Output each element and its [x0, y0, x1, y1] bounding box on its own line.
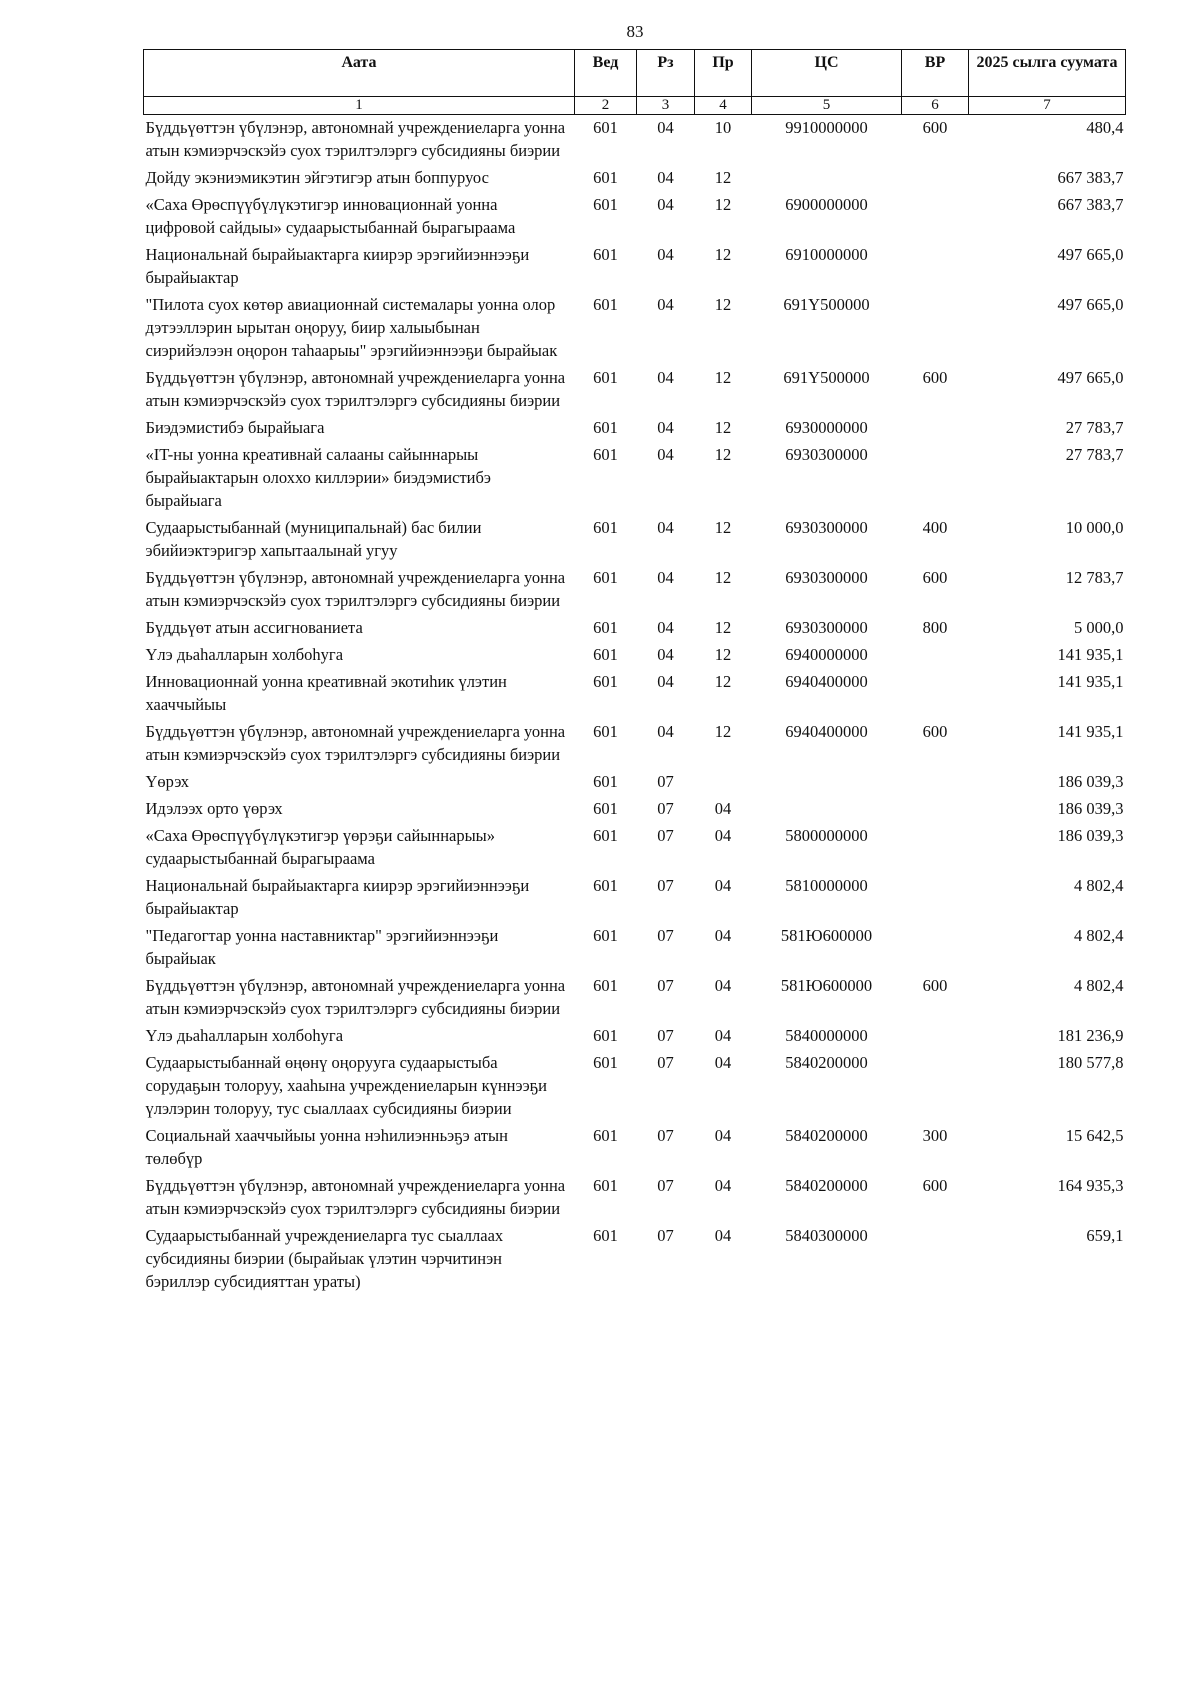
row-vr	[902, 1050, 969, 1123]
row-vr: 600	[922, 722, 948, 741]
row-sum: 12 783,7	[1065, 568, 1124, 587]
table-row	[144, 1050, 1126, 1123]
row-cs: 6940400000	[785, 672, 868, 691]
row-sum: 15 642,5	[1065, 1126, 1124, 1145]
row-vr	[902, 769, 969, 796]
table-row	[144, 923, 1126, 973]
row-cs	[752, 796, 902, 823]
row-cs: 581Ю600000	[780, 976, 873, 995]
row-vr	[902, 292, 969, 365]
column-number: 2	[575, 97, 637, 115]
row-rz: 04	[657, 418, 674, 437]
table-row	[144, 365, 1126, 415]
row-rz: 04	[657, 568, 674, 587]
row-ved: 601	[593, 418, 618, 437]
row-pr: 04	[714, 1026, 732, 1045]
row-pr: 12	[714, 295, 732, 314]
row-pr: 04	[714, 1176, 732, 1195]
header-vr: ВР	[902, 50, 969, 97]
row-rz: 04	[657, 672, 674, 691]
row-sum: 27 783,7	[1065, 445, 1124, 464]
header-name: Аата	[144, 50, 575, 97]
table-row	[144, 615, 1126, 642]
row-pr: 12	[714, 618, 732, 637]
row-rz: 04	[657, 722, 674, 741]
row-pr: 12	[714, 722, 732, 741]
row-cs: 6940000000	[785, 645, 868, 664]
row-cs: 5800000000	[785, 826, 868, 845]
row-pr: 04	[714, 799, 732, 818]
row-rz: 07	[657, 1226, 674, 1245]
table-row	[144, 719, 1126, 769]
row-name: Үлэ дьаһалларын холбоһуга	[145, 645, 344, 664]
row-name: Үлэ дьаһалларын холбоһуга	[145, 1026, 344, 1045]
row-pr: 12	[714, 518, 732, 537]
row-sum: 164 935,3	[1057, 1176, 1124, 1195]
column-number: 6	[902, 97, 969, 115]
row-name: Судаарыстыбаннай (муниципальнай) бас билии эбийиэктэригэр хапытаалынай угуу	[145, 518, 482, 560]
table-row	[144, 873, 1126, 923]
table-row	[144, 1173, 1126, 1223]
row-vr: 400	[922, 518, 948, 537]
row-cs: 6940400000	[785, 722, 868, 741]
table-row	[144, 242, 1126, 292]
row-name: Биэдэмистибэ бырайыага	[145, 418, 325, 437]
row-ved: 601	[593, 799, 618, 818]
header-cs: ЦС	[752, 50, 902, 97]
row-pr: 04	[714, 976, 732, 995]
table-header	[144, 50, 1126, 115]
table-row	[144, 796, 1126, 823]
row-name: Инновационнай уонна креативнай экотиһик үлэтин хааччыйыы	[145, 672, 507, 714]
row-pr: 10	[714, 118, 732, 137]
row-ved: 601	[593, 722, 618, 741]
row-sum: 497 665,0	[1057, 368, 1124, 387]
row-cs: 581Ю600000	[780, 926, 873, 945]
row-ved: 601	[593, 1026, 618, 1045]
row-pr: 04	[714, 1226, 732, 1245]
row-pr: 12	[714, 568, 732, 587]
row-vr: 600	[922, 368, 948, 387]
row-sum: 27 783,7	[1065, 418, 1124, 437]
row-sum: 4 802,4	[1074, 876, 1124, 895]
row-name: Национальнай бырайыактарга киирэр эрэгийиэннээҕи бырайыактар	[145, 876, 530, 918]
row-cs: 5840200000	[785, 1126, 868, 1145]
row-ved: 601	[593, 445, 618, 464]
row-cs: 691Y500000	[783, 295, 870, 314]
row-rz: 07	[657, 1026, 674, 1045]
row-rz: 07	[657, 799, 674, 818]
column-number: 5	[752, 97, 902, 115]
row-rz: 04	[657, 368, 674, 387]
table-row	[144, 515, 1126, 565]
row-cs: 6900000000	[785, 195, 868, 214]
row-vr	[902, 669, 969, 719]
row-ved: 601	[593, 645, 618, 664]
row-cs: 6930300000	[785, 445, 868, 464]
row-name: Бүддьүөттэн үбүлэнэр, автономнай учреждениеларга уонна атын кэмиэрчэскэйэ суох тэрилтэлэргэ субсидияны биэрии	[145, 1176, 566, 1218]
row-vr	[902, 165, 969, 192]
row-pr: 04	[714, 826, 732, 845]
row-cs: 5810000000	[785, 876, 868, 895]
row-ved: 601	[593, 568, 618, 587]
row-ved: 601	[593, 1126, 618, 1145]
row-rz: 04	[657, 245, 674, 264]
row-name: "Пилота суох көтөр авиационнай системалары уонна олор дэтээллэрин ырытан оңоруу, биир халыыбынан сиэрийэлээн оңорон таһаарыы" эрэгийиэннээҕи бырайыак	[145, 295, 558, 360]
row-rz: 07	[657, 1126, 674, 1145]
row-sum: 186 039,3	[1057, 772, 1124, 791]
row-pr: 12	[714, 168, 732, 187]
row-pr: 12	[714, 445, 732, 464]
row-sum: 4 802,4	[1074, 926, 1124, 945]
row-sum: 480,4	[1086, 118, 1124, 137]
page-number: 83	[626, 22, 644, 41]
row-sum: 186 039,3	[1057, 799, 1124, 818]
row-sum: 186 039,3	[1057, 826, 1124, 845]
row-vr: 600	[922, 118, 948, 137]
row-vr	[902, 415, 969, 442]
table-row	[144, 442, 1126, 515]
row-ved: 601	[593, 518, 618, 537]
row-pr: 12	[714, 368, 732, 387]
row-name: Бүддьүөт атын ассигнованиета	[145, 618, 363, 637]
table-row	[144, 115, 1126, 166]
row-cs: 6930300000	[785, 568, 868, 587]
row-pr: 04	[714, 1053, 732, 1072]
row-vr	[902, 923, 969, 973]
table-row	[144, 642, 1126, 669]
row-ved: 601	[593, 976, 618, 995]
row-vr: 800	[922, 618, 948, 637]
row-rz: 04	[657, 518, 674, 537]
row-rz: 04	[657, 645, 674, 664]
row-sum: 659,1	[1086, 1226, 1124, 1245]
row-pr: 04	[714, 926, 732, 945]
table-row	[144, 1023, 1126, 1050]
row-cs: 691Y500000	[783, 368, 870, 387]
table-row	[144, 292, 1126, 365]
row-vr	[902, 1223, 969, 1296]
row-vr	[902, 796, 969, 823]
row-name: Идэлээх орто үөрэх	[145, 799, 283, 818]
row-vr: 600	[922, 1176, 948, 1195]
row-ved: 601	[593, 195, 618, 214]
row-sum: 4 802,4	[1074, 976, 1124, 995]
row-sum: 141 935,1	[1057, 672, 1124, 691]
row-vr: 300	[922, 1126, 948, 1145]
row-rz: 04	[657, 168, 674, 187]
row-ved: 601	[593, 168, 618, 187]
row-name: Бүддьүөттэн үбүлэнэр, автономнай учреждениеларга уонна атын кэмиэрчэскэйэ суох тэрилтэлэргэ субсидияны биэрии	[145, 976, 566, 1018]
row-rz: 07	[657, 876, 674, 895]
row-rz: 07	[657, 976, 674, 995]
row-name: «Саха Өрөспүүбүлүкэтигэр үөрэҕи сайыннарыы» судаарыстыбаннай бырагыраама	[145, 826, 496, 868]
header-sum: 2025 сылга суумата	[969, 50, 1126, 97]
row-cs: 5840200000	[785, 1176, 868, 1195]
row-name: Бүддьүөттэн үбүлэнэр, автономнай учреждениеларга уонна атын кэмиэрчэскэйэ суох тэрилтэлэргэ субсидияны биэрии	[145, 368, 566, 410]
row-ved: 601	[593, 926, 618, 945]
row-name: Бүддьүөттэн үбүлэнэр, автономнай учреждениеларга уонна атын кэмиэрчэскэйэ суох тэрилтэлэргэ субсидияны биэрии	[145, 118, 566, 160]
row-cs: 5840000000	[785, 1026, 868, 1045]
table-row	[144, 165, 1126, 192]
row-ved: 601	[593, 368, 618, 387]
row-name: Бүддьүөттэн үбүлэнэр, автономнай учреждениеларга уонна атын кэмиэрчэскэйэ суох тэрилтэлэргэ субсидияны биэрии	[145, 722, 566, 764]
header-rz: Рз	[637, 50, 695, 97]
row-vr: 600	[922, 976, 948, 995]
row-cs	[752, 165, 902, 192]
table-row	[144, 192, 1126, 242]
table-row	[144, 769, 1126, 796]
row-vr	[902, 1023, 969, 1050]
row-ved: 601	[593, 295, 618, 314]
row-cs: 5840200000	[785, 1053, 868, 1072]
table-row	[144, 973, 1126, 1023]
row-cs: 6910000000	[785, 245, 868, 264]
row-sum: 181 236,9	[1057, 1026, 1124, 1045]
row-vr	[902, 192, 969, 242]
row-ved: 601	[593, 1226, 618, 1245]
row-cs: 5840300000	[785, 1226, 868, 1245]
table-row	[144, 1223, 1126, 1296]
row-ved: 601	[593, 672, 618, 691]
row-pr: 12	[714, 672, 732, 691]
row-ved: 601	[593, 876, 618, 895]
column-number: 7	[969, 97, 1126, 115]
table-row	[144, 1123, 1126, 1173]
row-name: "Педагогтар уонна наставниктар" эрэгийиэннээҕи бырайыак	[145, 926, 499, 968]
table-row	[144, 565, 1126, 615]
row-sum: 180 577,8	[1057, 1053, 1124, 1072]
row-vr	[902, 823, 969, 873]
row-sum: 10 000,0	[1065, 518, 1124, 537]
row-pr: 04	[714, 876, 732, 895]
row-sum: 667 383,7	[1057, 195, 1124, 214]
row-pr: 04	[714, 1126, 732, 1145]
row-pr: 12	[714, 418, 732, 437]
row-rz: 07	[657, 1176, 674, 1195]
row-rz: 07	[657, 926, 674, 945]
row-name: «IT-ны уонна креативнай салааны сайыннарыы бырайыактарын олоххо киллэрии» биэдэмистибэ бырайыага	[145, 445, 491, 510]
header-pr: Пр	[695, 50, 752, 97]
row-name: Бүддьүөттэн үбүлэнэр, автономнай учреждениеларга уонна атын кэмиэрчэскэйэ суох тэрилтэлэргэ субсидияны биэрии	[145, 568, 566, 610]
row-cs	[752, 769, 902, 796]
budget-table-container	[143, 49, 1125, 1296]
row-pr	[695, 769, 752, 796]
row-name: Социальнай хааччыйыы уонна нэһилиэнньэҕэ атын төлөбүр	[145, 1126, 508, 1168]
row-ved: 601	[593, 1176, 618, 1195]
row-rz: 07	[657, 1053, 674, 1072]
row-rz: 04	[657, 618, 674, 637]
row-sum: 667 383,7	[1057, 168, 1124, 187]
row-sum: 497 665,0	[1057, 245, 1124, 264]
row-rz: 04	[657, 445, 674, 464]
column-number: 4	[695, 97, 752, 115]
row-vr	[902, 642, 969, 669]
table-row	[144, 823, 1126, 873]
budget-table	[143, 49, 1126, 1296]
row-name: Судаарыстыбаннай өңөнү оңорууга судаарыстыба сорудаҕын толоруу, хааһына учреждениеларын күннээҕи үлэлэрин толоруу, тус сыаллаах субсидияны биэрии	[145, 1053, 548, 1118]
row-ved: 601	[593, 118, 618, 137]
row-ved: 601	[593, 1053, 618, 1072]
row-ved: 601	[593, 772, 618, 791]
row-name: Үөрэх	[145, 772, 190, 791]
row-cs: 6930300000	[785, 518, 868, 537]
row-vr	[902, 442, 969, 515]
column-number: 3	[637, 97, 695, 115]
row-rz: 07	[657, 772, 674, 791]
row-name: Дойду экэниэмикэтин эйгэтигэр атын боппуруос	[145, 168, 489, 187]
table-body	[144, 115, 1126, 1297]
row-ved: 601	[593, 826, 618, 845]
row-pr: 12	[714, 245, 732, 264]
row-vr: 600	[922, 568, 948, 587]
row-sum: 141 935,1	[1057, 645, 1124, 664]
row-cs: 9910000000	[785, 118, 868, 137]
table-row	[144, 669, 1126, 719]
row-cs: 6930000000	[785, 418, 868, 437]
row-rz: 04	[657, 118, 674, 137]
row-sum: 141 935,1	[1057, 722, 1124, 741]
row-rz: 04	[657, 195, 674, 214]
column-number-row	[144, 97, 1126, 115]
header-ved: Вед	[575, 50, 637, 97]
row-vr	[902, 242, 969, 292]
column-number: 1	[144, 97, 575, 115]
row-pr: 12	[714, 195, 732, 214]
row-ved: 601	[593, 245, 618, 264]
row-cs: 6930300000	[785, 618, 868, 637]
row-ved: 601	[593, 618, 618, 637]
row-pr: 12	[714, 645, 732, 664]
row-vr	[902, 873, 969, 923]
row-name: Национальнай бырайыактарга киирэр эрэгийиэннээҕи бырайыактар	[145, 245, 530, 287]
row-name: «Саха Өрөспүүбүлүкэтигэр инновационнай уонна цифровой сайдыы» судаарыстыбаннай бырагыраама	[145, 195, 516, 237]
row-sum: 497 665,0	[1057, 295, 1124, 314]
row-name: Судаарыстыбаннай учреждениеларга тус сыаллаах субсидияны биэрии (бырайыак үлэтин чэрчитинэн бэриллэр субсидияттан ураты)	[145, 1226, 504, 1291]
row-rz: 04	[657, 295, 674, 314]
row-sum: 5 000,0	[1074, 618, 1124, 637]
table-row	[144, 415, 1126, 442]
row-rz: 07	[657, 826, 674, 845]
